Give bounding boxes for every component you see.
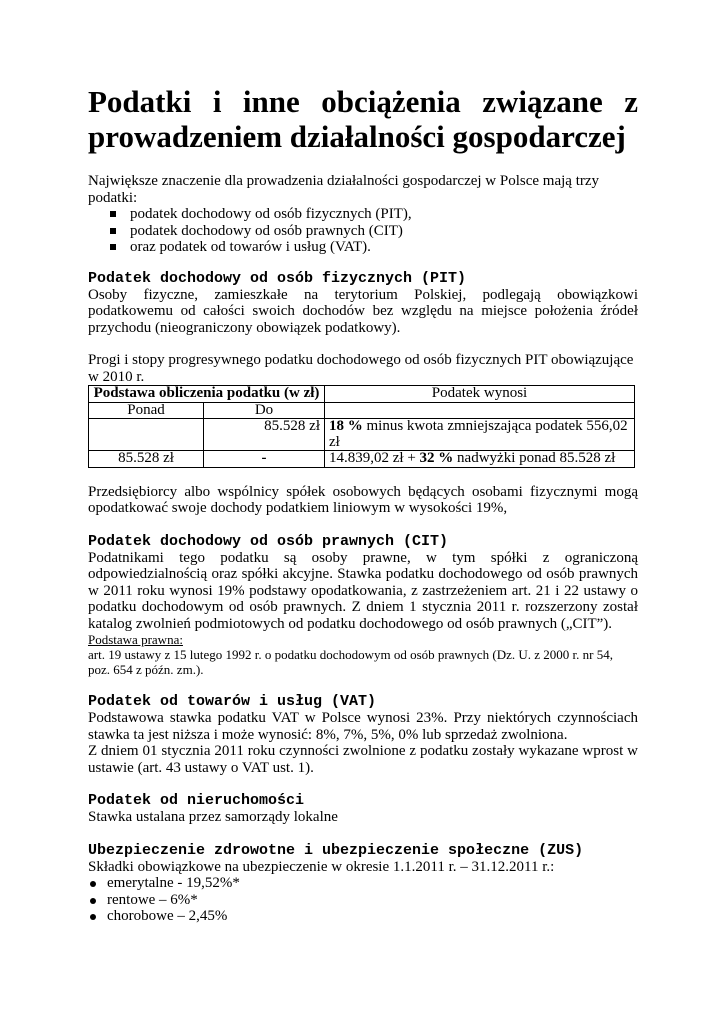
zus-paragraph: Składki obowiązkowe na ubezpieczenie w okresie 1.1.2011 r. – 31.12.2011 r.: (88, 858, 555, 875)
list-item: chorobowe – 2,45% (88, 908, 638, 925)
round-bullet-icon (90, 914, 96, 920)
list-item: emerytalne - 19,52%* (88, 875, 638, 892)
vat-paragraph-2: Z dniem 01 stycznia 2011 roku czynności zwolnione z podatku zostały wykazane wprost w ustawie (art. 43 ustawy o VAT ust. 1). (88, 743, 638, 776)
pit-tax-table (88, 385, 635, 468)
list-item: rentowe – 6%* (88, 892, 638, 909)
section-heading-pit: Podatek dochodowy od osób fizycznych (PIT) (88, 269, 467, 287)
table-row (89, 451, 635, 468)
list-item: oraz podatek od towarów i usług (VAT). (88, 239, 638, 256)
zus-list (88, 875, 638, 925)
table-cell (325, 402, 635, 419)
pit-linear-paragraph: Przedsiębiorcy albo wspólnicy spółek osobowych będących osobami fizycznymi mogą opodatkować swoje dochody podatkiem liniowym w wysokości 19%, (88, 483, 638, 516)
square-bullet-icon (110, 228, 116, 234)
list-item: podatek dochodowy od osób fizycznych (PIT), (88, 206, 638, 223)
intro-text: Największe znaczenie dla prowadzenia działalności gospodarczej w Polsce mają trzy podatki: (88, 173, 600, 206)
intro-list (88, 206, 638, 256)
table-cell: 85.528 zł (89, 451, 204, 468)
table-row (89, 419, 635, 451)
property-paragraph: Stawka ustalana przez samorządy lokalne (88, 809, 338, 825)
cit-paragraph: Podatnikami tego podatku są osoby prawne, w tym spółki z ograniczoną odpowiedzialnością oraz spółki akcyjne. Stawka podatku dochodowego od osób prawnych w 2011 roku wynosi 19% podstawy opodatkowania, z zastrzeżeniem art. 21 i 22 ustawy o podatku dochodowym od osób prawnych. Z dniem 1 stycznia 2011 r. rozszerzony został katalog zwolnień podmiotowych od podatku dochodowego od osób prawnych („CIT”). (88, 549, 638, 632)
square-bullet-icon (110, 244, 116, 250)
pit-table-intro: Progi i stopy progresywnego podatku dochodowego od osób fizycznych PIT obowiązujące w 2010 r. (88, 352, 634, 385)
table-row (89, 402, 635, 419)
vat-paragraph: Podstawowa stawka podatku VAT w Polsce wynosi 23%. Przy niektórych czynnościach stawka ta jest niższa i może wynosić: 8%, 7%, 5%, 0% lub sprzedaż zwolniona. (88, 710, 638, 743)
cit-legal-text: art. 19 ustawy z 15 lutego 1992 r. o podatku dochodowym od osób prawnych (Dz. U. z 2000 r. nr 54, poz. 654 z późn. zm.). (88, 647, 613, 677)
round-bullet-icon (90, 881, 96, 887)
table-header-tax: Podatek wynosi (325, 386, 635, 403)
square-bullet-icon (110, 211, 116, 217)
cit-legal-label: Podstawa prawna: (88, 632, 183, 647)
table-cell (89, 419, 204, 451)
page-title: Podatki i inne obciążenia związane z prowadzeniem działalności gospodarczej (88, 84, 638, 154)
table-cell: - (204, 451, 325, 468)
section-heading-vat: Podatek od towarów i usług (VAT) (88, 693, 377, 710)
round-bullet-icon (90, 898, 96, 904)
table-header-from: Ponad (89, 402, 204, 419)
section-heading-property: Podatek od nieruchomości (88, 792, 305, 809)
section-heading-cit: Podatek dochodowy od osób prawnych (CIT) (88, 532, 449, 550)
list-item: podatek dochodowy od osób prawnych (CIT) (88, 223, 638, 240)
table-header-base: Podstawa obliczenia podatku (w zł) (89, 386, 325, 403)
table-cell: 14.839,02 zł + 32 % nadwyżki ponad 85.528 zł (325, 451, 635, 468)
section-heading-zus: Ubezpieczenie zdrowotne i ubezpieczenie społeczne (ZUS) (88, 841, 584, 859)
table-cell: 85.528 zł (204, 419, 325, 451)
pit-paragraph: Osoby fizyczne, zamieszkałe na terytorium Polskiej, podlegają obowiązkowi podatkowemu od całości swoich dochodów bez względu na miejsce położenia źródeł przychodu (nieograniczony obowiązek podatkowy). (88, 286, 638, 336)
document-content (88, 84, 638, 925)
table-cell: 18 % minus kwota zmniejszająca podatek 556,02 zł (325, 419, 635, 451)
table-header-to: Do (204, 402, 325, 419)
table-row (89, 386, 635, 403)
